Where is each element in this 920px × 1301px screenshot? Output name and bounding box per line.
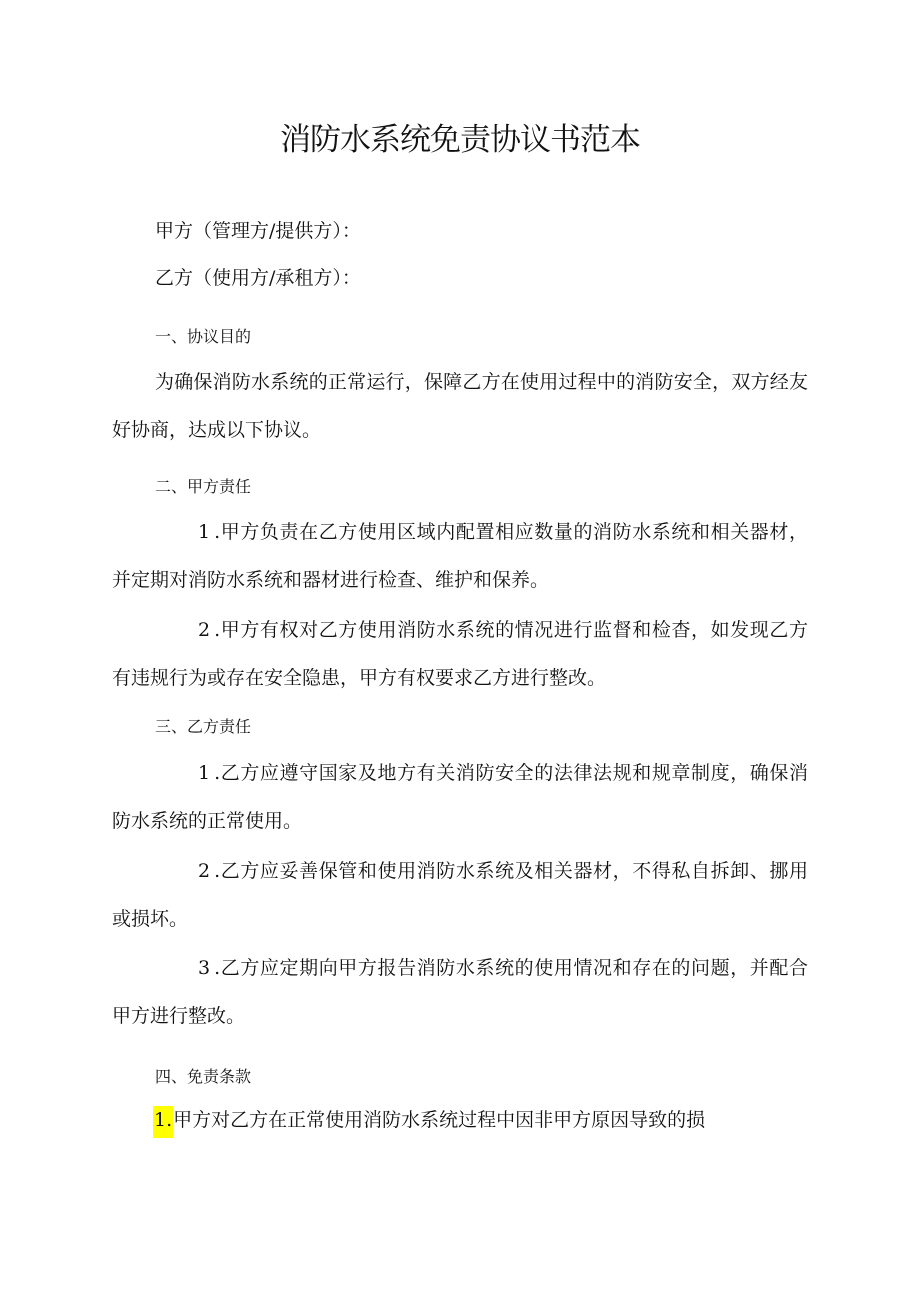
party-b-duty-3: [112, 944, 808, 1040]
party-a-duty-2: [112, 606, 808, 702]
item-number: 1: [198, 762, 211, 784]
section-heading-disclaimer: 四、免责条款: [155, 1067, 252, 1086]
party-b-line: 乙方（使用方/承租方）：: [155, 267, 361, 289]
section-heading-purpose: 一、协议目的: [155, 327, 252, 346]
highlighted-item-number: 1.: [153, 1106, 173, 1138]
section-heading-party-a-duties: 二、甲方责任: [155, 477, 252, 496]
purpose-paragraph: [112, 358, 808, 454]
item-number: 2: [198, 860, 211, 882]
party-a-duty-1: [112, 508, 808, 604]
party-b-duty-1: [112, 749, 808, 845]
item-number: 2: [198, 619, 211, 641]
paragraph-text: 为确保消防水系统的正常运行，保障乙方在使用过程中的消防安全，双方经友好协商，达成以下协议。: [112, 371, 808, 441]
paragraph-text: .甲方有权对乙方使用消防水系统的情况进行监督和检杳，如发现乙方有违规行为或存在安全隐患，甲方有权要求乙方进行整改。: [112, 619, 808, 689]
disclaimer-item-1: [153, 1106, 705, 1138]
document-title: 消防水系统免责协议书范本: [280, 122, 640, 158]
party-b-duty-2: [112, 847, 808, 943]
item-number: 3: [198, 957, 211, 979]
party-a-line: 甲方（管理方/提供方）：: [155, 220, 361, 242]
paragraph-text: .乙方应妥善保管和使用消防水系统及相关器材，不得私自拆卸、挪用或损坏。: [112, 860, 808, 930]
paragraph-text: .乙方应遵守国家及地方有关消防安全的法律法规和规章制度，确保消防水系统的正常使用。: [112, 762, 808, 832]
section-heading-party-b-duties: 三、乙方责任: [155, 717, 252, 736]
paragraph-text: 甲方对乙方在正常使用消防水系统过程中因非甲方原因导致的损: [173, 1109, 706, 1131]
paragraph-text: .乙方应定期向甲方报告消防水系统的使用情况和存在的问题，并配合甲方进行整改。: [112, 957, 808, 1027]
paragraph-text: .甲方负责在乙方使用区域内配置相应数量的消防水系统和相关器材，并定期对消防水系统和器材进行检查、维护和保养。: [112, 521, 808, 591]
item-number: 1: [198, 521, 211, 543]
